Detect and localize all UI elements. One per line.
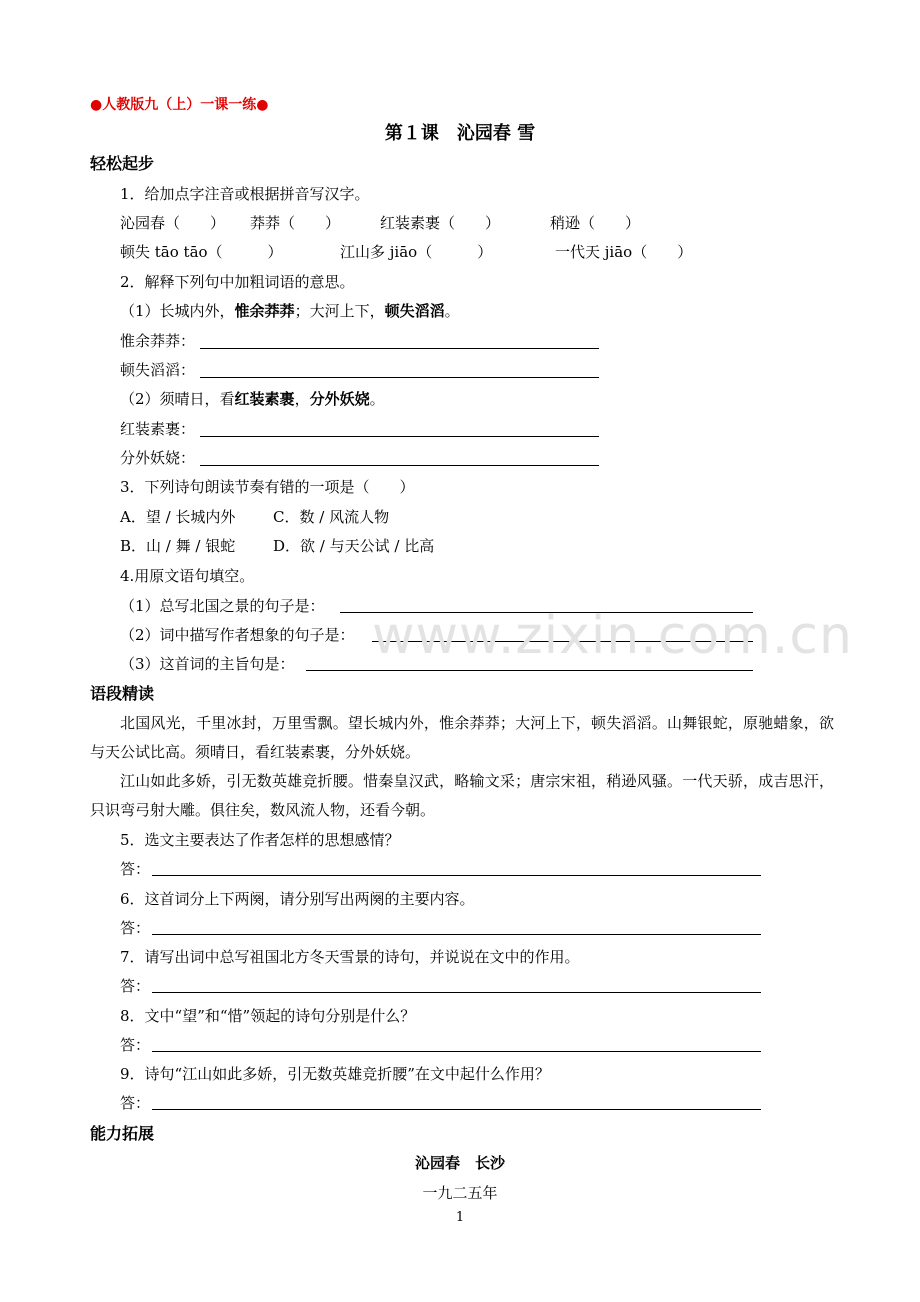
fill-item-3: （3）这首词的主旨句是： — [120, 655, 295, 673]
answer-label: 答： — [120, 1094, 151, 1112]
pinyin-item-5: 顿失 tāo tāo（ ） — [120, 243, 283, 261]
pinyin-item-3: 红装素裹（ ） — [380, 214, 501, 232]
answer-line[interactable] — [200, 465, 599, 466]
answer-line[interactable] — [152, 1051, 761, 1052]
pinyin-item-6: 江山多 jiāo（ ） — [340, 243, 493, 261]
question-4: 4.用原文语句填空。 — [120, 567, 255, 585]
answer-line[interactable] — [306, 670, 753, 671]
answer-label-fenwai: 分外妖娆： — [120, 449, 196, 467]
answer-label: 答： — [120, 977, 151, 995]
fill-item-1: （1）总写北国之景的句子是： — [120, 597, 325, 615]
answer-line[interactable] — [200, 436, 599, 437]
question-2: 2．解释下列句中加粗词语的意思。 — [120, 273, 355, 291]
question-9: 9．诗句“江山如此多娇，引无数英雄竞折腰”在文中起什么作用？ — [120, 1065, 550, 1083]
answer-line[interactable] — [152, 1109, 761, 1110]
question-2-sentence-2: （2）须晴日，看红装素裹，分外妖娆。 — [120, 390, 385, 408]
extension-poem-date: 一九二五年 — [422, 1184, 498, 1202]
option-c: C．数 / 风流人物 — [273, 508, 390, 526]
extension-poem-title: 沁园春 长沙 — [414, 1154, 505, 1172]
section-heading-easy-start: 轻松起步 — [90, 154, 155, 173]
question-6: 6．这首词分上下两阕，请分别写出两阕的主要内容。 — [120, 890, 475, 908]
question-8: 8．文中“望”和“惜”领起的诗句分别是什么？ — [120, 1007, 416, 1025]
watermark: www.zixin.com.cn — [372, 606, 853, 666]
option-b: B．山 / 舞 / 银蛇 — [120, 537, 236, 555]
option-d: D．欲 / 与天公试 / 比高 — [273, 537, 435, 555]
question-3: 3．下列诗句朗读节奏有错的一项是（ ） — [120, 478, 415, 496]
answer-label: 答： — [120, 919, 151, 937]
question-2-sentence-1: （1）长城内外，惟余莽莽；大河上下，顿失滔滔。 — [120, 302, 460, 320]
fill-item-2: （2）词中描写作者想象的句子是： — [120, 626, 355, 644]
question-7: 7．请写出词中总写祖国北方冬天雪景的诗句，并说说在文中的作用。 — [120, 948, 580, 966]
pinyin-item-1: 沁园春（ ） — [120, 214, 226, 232]
question-1: 1．给加点字注音或根据拼音写汉字。 — [120, 185, 370, 203]
section-heading-close-reading: 语段精读 — [90, 684, 155, 703]
answer-label-dunshi: 顿失滔滔： — [120, 361, 196, 379]
section-heading-extension: 能力拓展 — [90, 1124, 155, 1143]
poem-paragraph-2: 江山如此多娇，引无数英雄竞折腰。惜秦皇汉武，略输文采；唐宗宋祖，稍逊风骚。一代天骄，成吉思汗，只识弯弓射大雕。俱往矣，数风流人物，还看今朝。 — [90, 772, 834, 819]
page-number: 1 — [455, 1210, 465, 1225]
answer-label: 答： — [120, 1036, 151, 1054]
question-5: 5．选文主要表达了作者怎样的思想感情？ — [120, 831, 400, 849]
pinyin-item-4: 稍逊（ ） — [550, 214, 641, 232]
answer-line[interactable] — [152, 992, 761, 993]
answer-line[interactable] — [200, 348, 599, 349]
pinyin-item-7: 一代天 jiāo（ ） — [555, 243, 693, 261]
series-label: ●人教版九（上）一课一练● — [90, 97, 269, 113]
answer-label-weiyu: 惟余莽莽： — [120, 332, 196, 350]
answer-line[interactable] — [152, 875, 761, 876]
option-a: A．望 / 长城内外 — [120, 508, 236, 526]
lesson-title: 第１课 沁园春 雪 — [384, 123, 536, 144]
answer-line[interactable] — [200, 377, 599, 378]
answer-label: 答： — [120, 860, 151, 878]
answer-line[interactable] — [152, 934, 761, 935]
answer-label-hongzhuang: 红装素裹： — [120, 420, 196, 438]
pinyin-item-2: 莽莽（ ） — [250, 214, 341, 232]
poem-paragraph-1: 北国风光，千里冰封，万里雪飘。望长城内外，惟余莽莽；大河上下，顿失滔滔。山舞银蛇，原驰蜡象，欲与天公试比高。须晴日，看红装素裹，分外妖娆。 — [90, 714, 834, 761]
